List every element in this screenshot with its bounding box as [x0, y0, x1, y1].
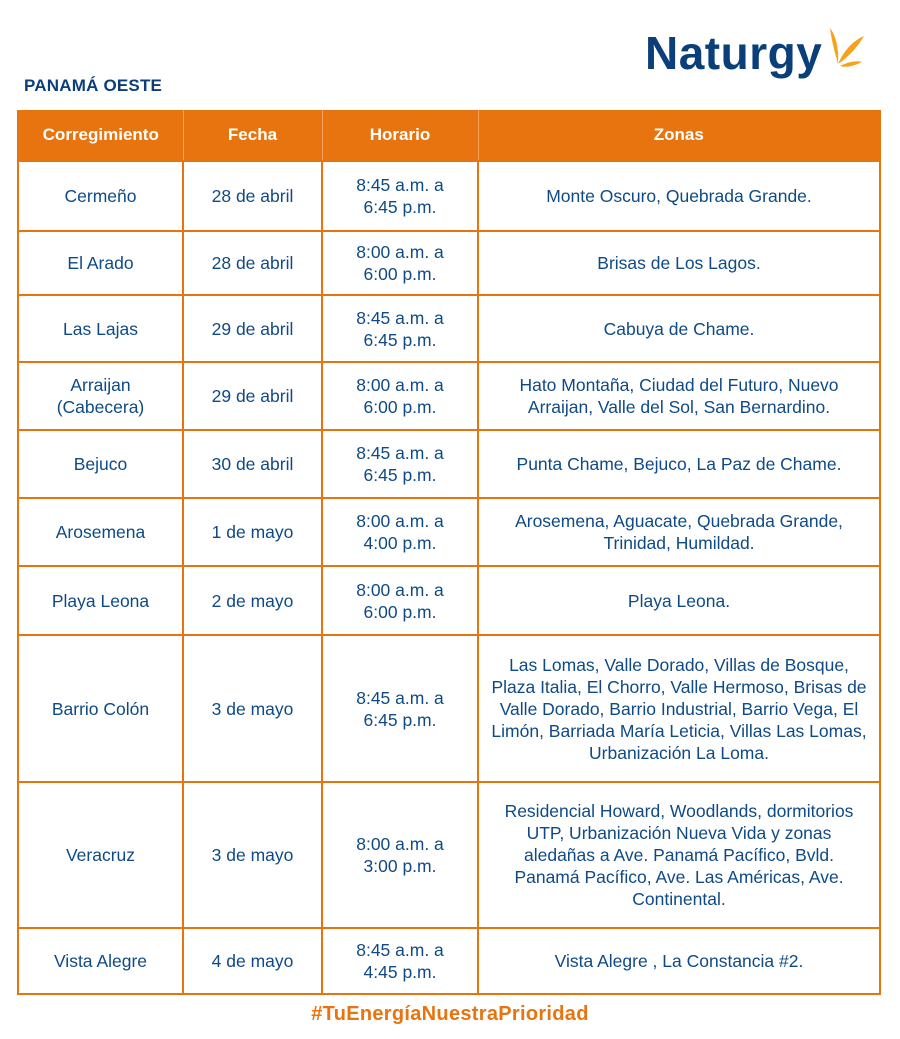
- horario-fin: 6:00 p.m.: [363, 397, 437, 417]
- horario-inicio: 8:00 a.m. a: [356, 834, 444, 854]
- cell-horario: [322, 498, 478, 566]
- butterfly-icon: [826, 26, 866, 75]
- table-row: [18, 928, 880, 994]
- cell-corregimiento: Veracruz: [18, 782, 183, 928]
- horario-fin: 3:00 p.m.: [363, 856, 437, 876]
- cell-zonas: Residencial Howard, Woodlands, dormitorios UTP, Urbanización Nueva Vida y zonas aledañas a Ave. Panamá Pacífico, Bvld. Panamá Pacífico, Ave. Las Américas, Ave. Continental.: [478, 782, 880, 928]
- cell-zonas: Monte Oscuro, Quebrada Grande.: [478, 161, 880, 231]
- cell-zonas: Arosemena, Aguacate, Quebrada Grande, Trinidad, Humildad.: [478, 498, 880, 566]
- cell-horario: [322, 295, 478, 362]
- brand-logo: [645, 27, 866, 79]
- horario-fin: 6:45 p.m.: [363, 329, 437, 350]
- horario-fin: 6:00 p.m.: [363, 264, 437, 284]
- horario-inicio: 8:45 a.m. a: [356, 307, 444, 328]
- table-row: [18, 635, 880, 782]
- horario-fin: 6:00 p.m.: [363, 601, 437, 622]
- cell-fecha: 2 de mayo: [183, 566, 322, 635]
- table-header-row: [18, 110, 880, 161]
- footer-hashtag: #TuEnergíaNuestraPrioridad: [311, 1003, 589, 1025]
- horario-inicio: 8:00 a.m. a: [356, 375, 444, 395]
- cell-fecha: 3 de mayo: [183, 635, 322, 782]
- column-header-corregimiento: Corregimiento: [18, 110, 183, 161]
- cell-zonas: Cabuya de Chame.: [478, 295, 880, 362]
- cell-zonas: Hato Montaña, Ciudad del Futuro, Nuevo Arraijan, Valle del Sol, San Bernardino.: [478, 362, 880, 430]
- cell-horario: [322, 635, 478, 782]
- horario-inicio: 8:00 a.m. a: [356, 511, 444, 531]
- cell-zonas: Playa Leona.: [478, 566, 880, 635]
- horario-fin: 6:45 p.m.: [363, 465, 437, 485]
- schedule-table: [17, 110, 881, 995]
- cell-zonas: Brisas de Los Lagos.: [478, 231, 880, 295]
- cell-fecha: 3 de mayo: [183, 782, 322, 928]
- horario-inicio: 8:45 a.m. a: [356, 940, 444, 960]
- cell-corregimiento: Arraijan (Cabecera): [18, 362, 183, 430]
- horario-fin: 4:45 p.m.: [363, 962, 437, 982]
- cell-horario: [322, 362, 478, 430]
- cell-horario: [322, 430, 478, 498]
- cell-horario: [322, 161, 478, 231]
- horario-fin: 6:45 p.m.: [363, 709, 437, 730]
- horario-inicio: 8:00 a.m. a: [356, 579, 444, 600]
- cell-horario: [322, 566, 478, 635]
- cell-corregimiento: Vista Alegre: [18, 928, 183, 994]
- cell-zonas: Las Lomas, Valle Dorado, Villas de Bosque, Plaza Italia, El Chorro, Valle Hermoso, Brisas de Valle Dorado, Barrio Industrial, Barrio Vega, El Limón, Barriada María Leticia, Villas Las Lomas, Urbanización La Loma.: [478, 635, 880, 782]
- horario-inicio: 8:45 a.m. a: [356, 443, 444, 463]
- table-row: [18, 430, 880, 498]
- brand-name: Naturgy: [645, 27, 823, 79]
- table-row: [18, 161, 880, 231]
- cell-fecha: 30 de abril: [183, 430, 322, 498]
- table-row: [18, 498, 880, 566]
- region-title: PANAMÁ OESTE: [24, 76, 163, 95]
- horario-inicio: 8:45 a.m. a: [356, 175, 444, 195]
- column-header-horario: Horario: [322, 110, 478, 161]
- horario-fin: 6:45 p.m.: [363, 197, 437, 217]
- cell-fecha: 29 de abril: [183, 362, 322, 430]
- cell-fecha: 28 de abril: [183, 161, 322, 231]
- column-header-zonas: Zonas: [478, 110, 880, 161]
- cell-horario: [322, 928, 478, 994]
- horario-inicio: 8:45 a.m. a: [356, 687, 444, 708]
- cell-corregimiento: Las Lajas: [18, 295, 183, 362]
- cell-corregimiento: Arosemena: [18, 498, 183, 566]
- table-row: [18, 566, 880, 635]
- cell-fecha: 4 de mayo: [183, 928, 322, 994]
- cell-zonas: Vista Alegre , La Constancia #2.: [478, 928, 880, 994]
- column-header-fecha: Fecha: [183, 110, 322, 161]
- cell-corregimiento: Bejuco: [18, 430, 183, 498]
- cell-corregimiento: Cermeño: [18, 161, 183, 231]
- table-row: [18, 782, 880, 928]
- horario-fin: 4:00 p.m.: [363, 533, 437, 553]
- table-row: [18, 362, 880, 430]
- cell-horario: [322, 782, 478, 928]
- cell-fecha: 1 de mayo: [183, 498, 322, 566]
- cell-corregimiento: El Arado: [18, 231, 183, 295]
- cell-corregimiento: Playa Leona: [18, 566, 183, 635]
- horario-inicio: 8:00 a.m. a: [356, 242, 444, 262]
- cell-horario: [322, 231, 478, 295]
- table-row: [18, 295, 880, 362]
- cell-fecha: 28 de abril: [183, 231, 322, 295]
- cell-fecha: 29 de abril: [183, 295, 322, 362]
- cell-corregimiento: Barrio Colón: [18, 635, 183, 782]
- table-row: [18, 231, 880, 295]
- cell-zonas: Punta Chame, Bejuco, La Paz de Chame.: [478, 430, 880, 498]
